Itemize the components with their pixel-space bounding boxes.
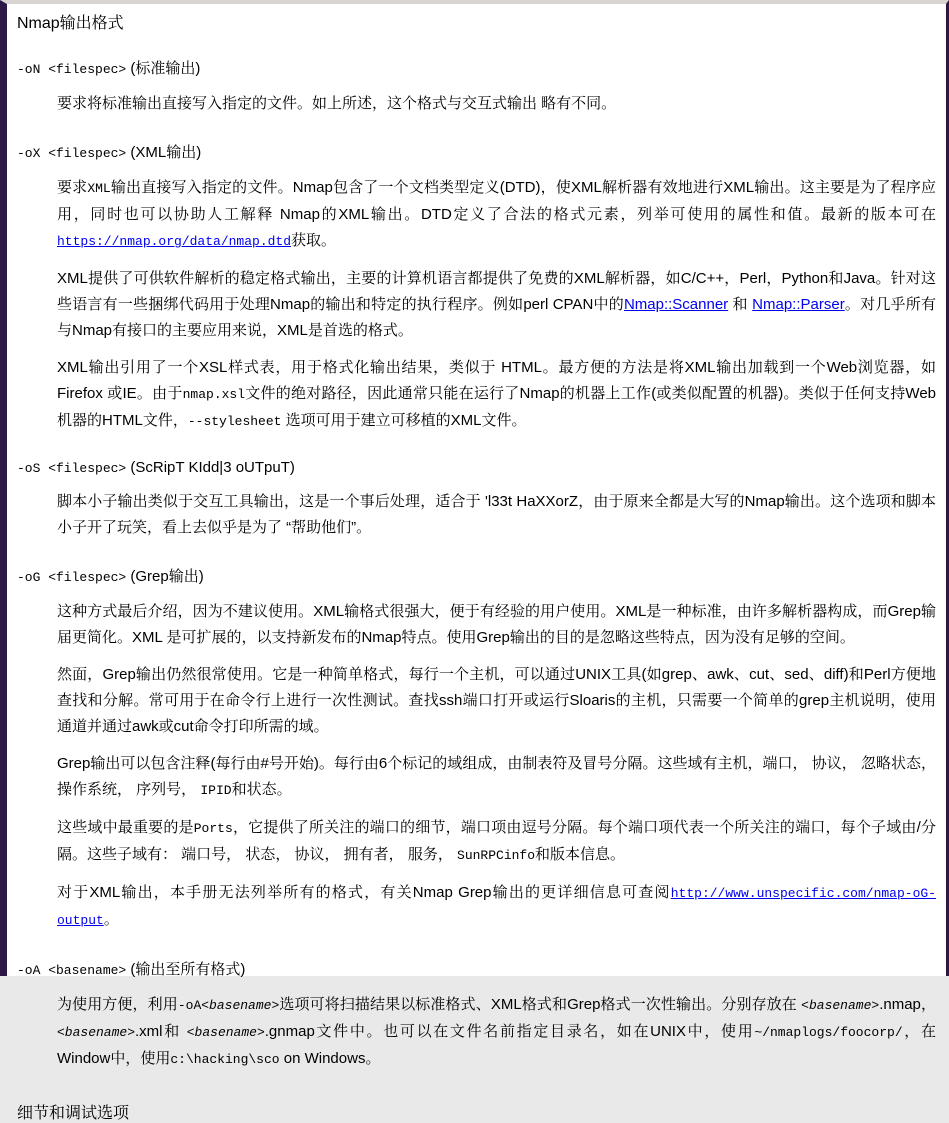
text-run: 。 [103,911,119,928]
paragraph [17,662,938,740]
text-run: (输出至所有格式) [126,961,246,978]
text-run: c:\hacking\sco [170,1052,280,1067]
text-run: XML [87,181,111,196]
paragraph [17,266,938,344]
nmap-scanner-link[interactable]: Nmap::Scanner [623,296,729,313]
paragraph [17,489,938,541]
text-run: .gnmap文件中。也可以在文件名前指定目录名，如在UNIX中，使用 [264,1023,755,1040]
section-oS [17,459,938,541]
text-run: Ports [193,821,233,836]
text-run: <basename> [801,998,880,1013]
document-content [7,4,946,1123]
text-run: 输出直接写入指定的文件。Nmap包含了一个文档类型定义(DTD)，使XML解析器有效地进行XML输出。这主要是为了程序应用，同时也可以协助人工解释 Nmap的XML输出。DTD定义了合法的格式元素，列举可使用的属性和值。最新的版本可在 [57,179,936,223]
text-run: -oN <filespec> [17,62,127,77]
text-run: Grep输出可以包含注释(每行由#号开始)。每行由6个标记的域组成，由制表符及冒号分隔。这些域有主机，端口， 协议， 忽略状态， 操作系统， 序列号， [57,755,936,798]
text-run: (XML输出) [126,144,202,161]
text-run: (ScRipT KIdd|3 oUTpuT) [126,459,295,476]
text-run: .nmap， [879,996,936,1013]
text-run: .xml和 [135,1023,187,1040]
text-run: --stylesheet [187,414,282,429]
text-run: 选项可用于建立可移植的XML文件。 [281,412,527,429]
text-run: 为使用方便，利用 [57,996,178,1013]
text-run: 然面，Grep输出仍然很常使用。它是一种简单格式，每行一个主机，可以通过UNIX工具(如grep、awk、cut、sed、diff)和Perl方便地查找和分解。常可用于在命令行上进行一次性测试。查找ssh端口打开或运行Sloaris的主机，只需要一个简单的grep主机说明，使用通道并通过awk或cut命令打印所需的域。 [57,666,936,735]
section-oA [17,958,938,1073]
text-run: 脚本小子输出类似于交互工具输出，这是一个事后处理，适合于 'l33t HaXXorZ，由于原来全都是大写的Nmap输出。这个选项和脚本小子开了玩笑，看上去似乎是为了 “帮助他们”。 [57,493,936,536]
text-run: 选项可将扫描结果以标准格式、XML格式和Grep格式一次性输出。分别存放在 [279,996,802,1013]
page-title: Nmap输出格式 [17,15,124,32]
option-heading-oX [17,141,938,162]
nmap-parser-link[interactable]: Nmap::Parser [752,296,845,313]
text-run: 对于XML输出，本手册无法列举所有的格式，有关Nmap Grep输出的更详细信息可查阅 [57,884,671,901]
text-run: 这些域中最重要的是 [57,819,194,836]
text-run: SunRPCinfo [457,848,536,863]
text-run: ~/nmaplogs/foocorp/ [754,1025,903,1040]
section-oN [17,57,938,117]
text-run: 要求 [57,179,88,196]
text-run: -oG <filespec> [17,570,127,585]
text-run: (标准输出) [126,60,201,77]
text-run: -oS <filespec> [17,461,127,476]
text-run: 和 [728,296,753,313]
text-run: 文件的绝对路径，因此通常只能在运行了Nmap的机器上工作(或类似配置的机器)。类似于任何支持Web机器的HTML文件， [57,385,937,429]
text-run: IPID [200,783,232,798]
text-run: <basename> [57,1025,136,1040]
paragraph [17,751,938,804]
text-run: 获取。 [291,232,337,249]
text-run: 和版本信息。 [535,846,626,863]
section-oG [17,565,938,934]
text-run: ，它提供了所关注的端口的细节，端口项由逗号分隔。每个端口项代表一个所关注的端口，每个子域由/分隔。这些子域有： 端口号， 状态， 协议， 拥有者， 服务， [57,819,936,863]
text-run: ，在Window中，使用 [57,1023,936,1067]
text-run: -oA <basename> [17,963,127,978]
text-run: nmap.xsl [182,387,246,402]
text-run: (Grep输出) [126,568,204,585]
option-heading-oG [17,565,938,586]
text-run: -oA [177,998,202,1013]
paragraph [17,175,938,255]
next-section-heading: 细节和调试选项 [17,1105,130,1122]
paragraph [17,992,938,1073]
sections-container [17,57,938,1073]
section-oX [17,141,938,435]
text-run: 要求将标准输出直接写入指定的文件。如上所述，这个格式与交互式输出 略有不同。 [57,95,617,112]
text-run: XML提供了可供软件解析的稳定格式输出，主要的计算机语言都提供了免费的XML解析器，如C/C++，Perl，Python和Java。针对这些语言有一些捆绑代码用于处理Nmap的输出和特定的执行程序。例如perl CPAN中的 [57,270,936,313]
text-run: 和状态。 [231,781,292,798]
text-run: <basename> [186,1025,265,1040]
text-run: -oX <filespec> [17,146,127,161]
text-run: XML输出引用了一个XSL样式表，用于格式化输出结果，类似于 HTML。最方便的方法是将XML输出加载到一个Web浏览器，如Firefox 或IE。由于 [57,359,936,402]
option-heading-oN [17,57,938,78]
text-run: 这种方式最后介绍，因为不建议使用。XML输格式很强大，便于有经验的用户使用。XML是一种标准，由许多解析器构成，而Grep输届更简化。XML 是可扩展的，以支持新发布的Nmap特点。使用Grep输出的目的是忽略这些特点，因为没有足够的空间。 [57,603,936,646]
text-run: on Windows。 [279,1050,381,1067]
paragraph [17,91,938,117]
unspecific-nmap-og-output-link[interactable]: http://www.unspecific.com/nmap-oG-output [57,886,936,928]
option-heading-oS [17,459,938,476]
paragraph [17,880,938,934]
text-run: 。对几乎所有与Nmap有接口的主要应用来说，XML是首选的格式。 [57,296,936,339]
paragraph [17,355,938,435]
paragraph [17,815,938,869]
text-run: <basename> [201,998,280,1013]
nmap-dtd-link[interactable]: https://nmap.org/data/nmap.dtd [57,234,292,249]
option-heading-oA [17,958,938,979]
paragraph [17,599,938,651]
